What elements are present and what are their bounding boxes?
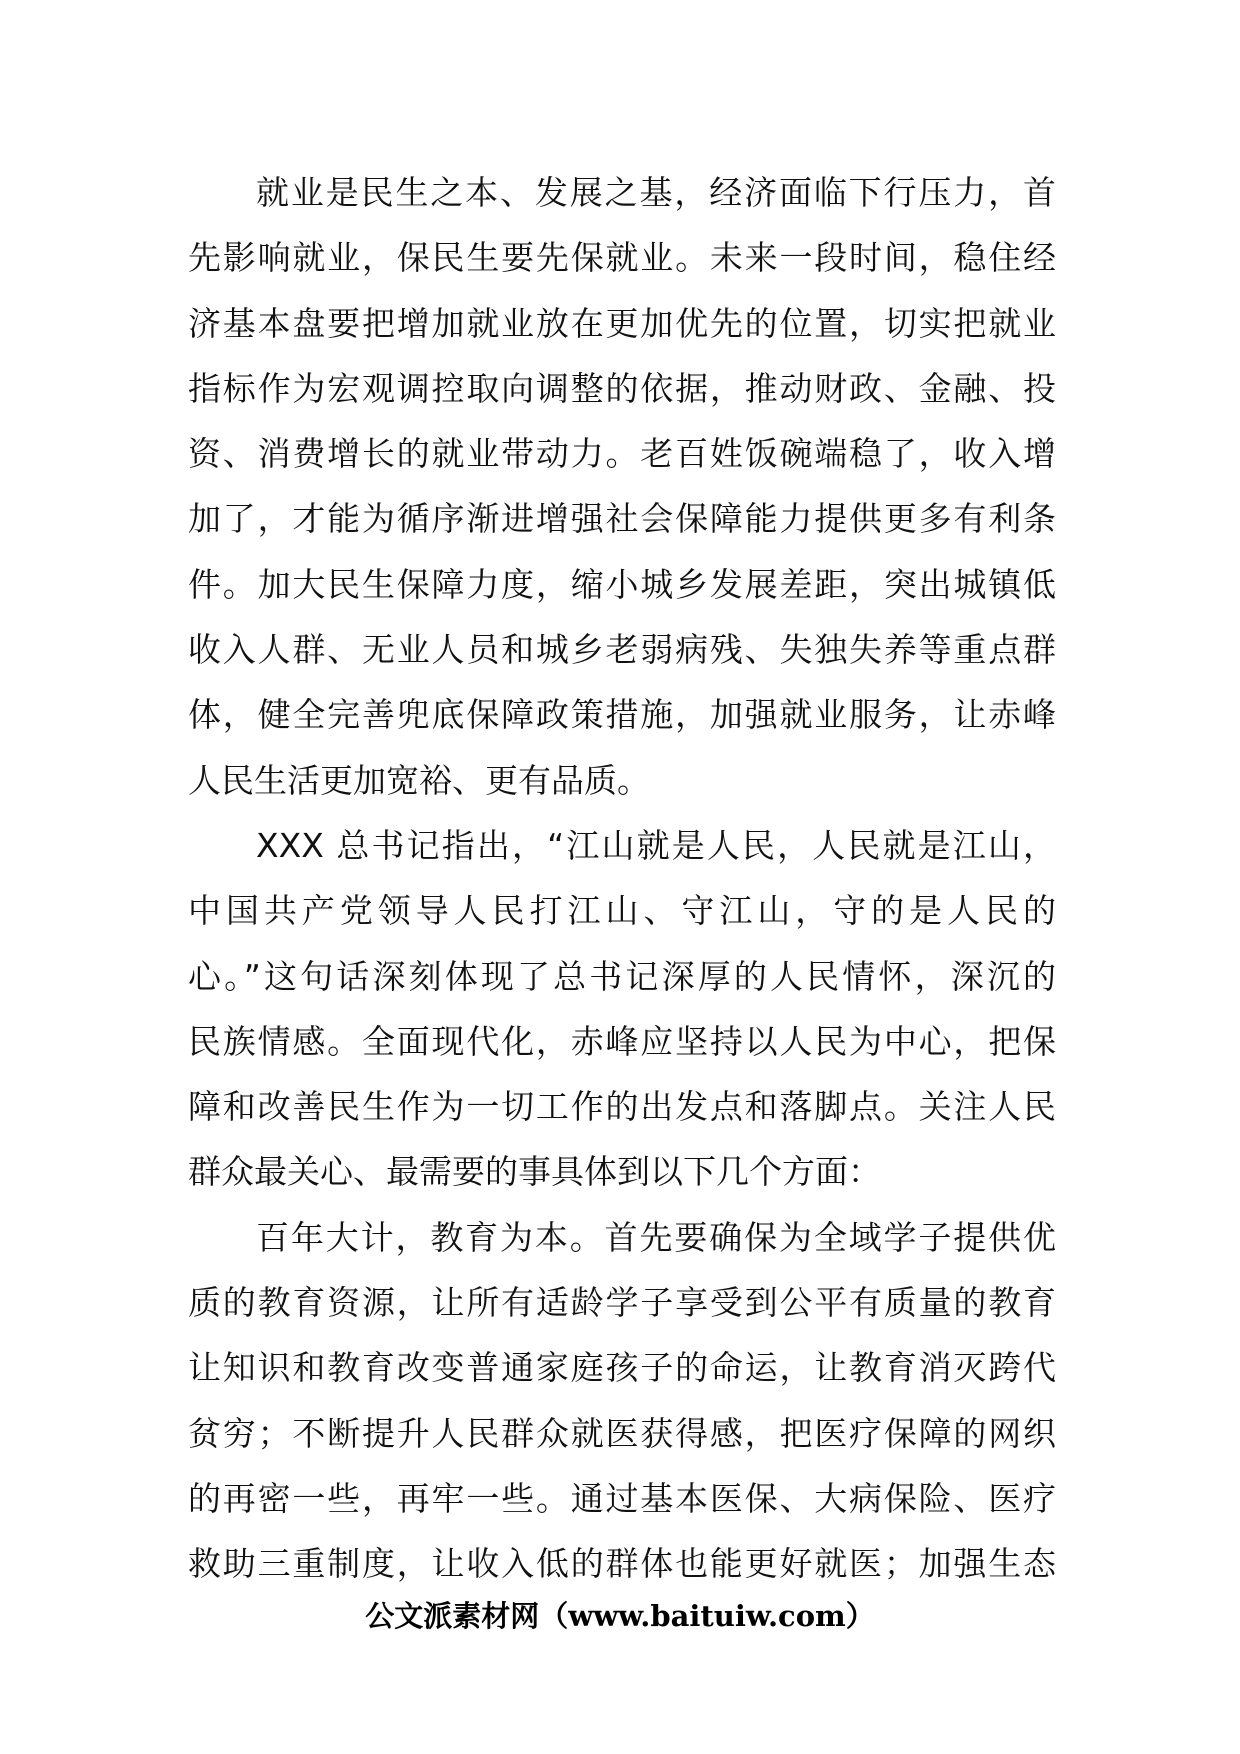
paragraph-line: 先影响就业，保民生要先保就业。未来一段时间，稳住经 [188, 238, 1056, 278]
paragraph-line: 加了，才能为循序渐进增强社会保障能力提供更多有利条 [188, 499, 1056, 539]
paragraph-3 [188, 1205, 1056, 1597]
paragraph-line: 中国共产党领导人民打江山、守江山，守的是人民的 [188, 891, 1056, 931]
paragraph-line: 民族情感。全面现代化，赤峰应坚持以人民为中心，把保 [188, 1021, 1056, 1061]
paragraph-line: 济基本盘要把增加就业放在更加优先的位置，切实把就业 [188, 303, 1056, 343]
paragraph-line: XXX 总书记指出，“江山就是人民，人民就是江山， [256, 825, 1056, 865]
paragraph-line: 收入人群、无业人员和城乡老弱病残、失独失养等重点群 [188, 630, 1056, 670]
paragraph-line: 的再密一些，再牢一些。通过基本医保、大病保险、医疗 [188, 1478, 1056, 1518]
paragraph-line: 百年大计，教育为本。首先要确保为全域学子提供优 [256, 1217, 1056, 1257]
paragraph-line: 就业是民生之本、发展之基，经济面临下行压力，首 [256, 173, 1056, 212]
paragraph-line: 人民生活更加宽裕、更有品质。 [188, 760, 650, 800]
paragraph-line: 质的教育资源，让所有适龄学子享受到公平有质量的教育 [188, 1283, 1056, 1323]
paragraph-line: 资、消费增长的就业带动力。老百姓饭碗端稳了，收入增 [188, 434, 1056, 474]
document-body [188, 160, 1056, 1597]
paragraph-line: 救助三重制度，让收入低的群体也能更好就医；加强生态 [188, 1544, 1056, 1584]
paragraph-line: 让知识和教育改变普通家庭孩子的命运，让教育消灭跨代 [188, 1348, 1056, 1388]
page-footer-watermark: 公文派素材网（www.baituiw.com） [365, 1599, 875, 1633]
paragraph-line: 指标作为宏观调控取向调整的依据，推动财政、金融、投 [188, 368, 1056, 408]
paragraph-line: 障和改善民生作为一切工作的出发点和落脚点。关注人民 [188, 1087, 1056, 1127]
paragraph-line: 群众最关心、最需要的事具体到以下几个方面： [188, 1152, 881, 1192]
paragraph-line: 件。加大民生保障力度，缩小城乡发展差距，突出城镇低 [188, 564, 1056, 604]
paragraph-1 [188, 160, 1056, 813]
paragraph-line: 体，健全完善兜底保障政策措施，加强就业服务，让赤峰 [188, 695, 1056, 735]
paragraph-line: 贫穷；不断提升人民群众就医获得感，把医疗保障的网织 [188, 1413, 1056, 1453]
paragraph-line: 心。”这句话深刻体现了总书记深厚的人民情怀，深沉的 [188, 956, 1056, 996]
paragraph-2 [188, 813, 1056, 1205]
